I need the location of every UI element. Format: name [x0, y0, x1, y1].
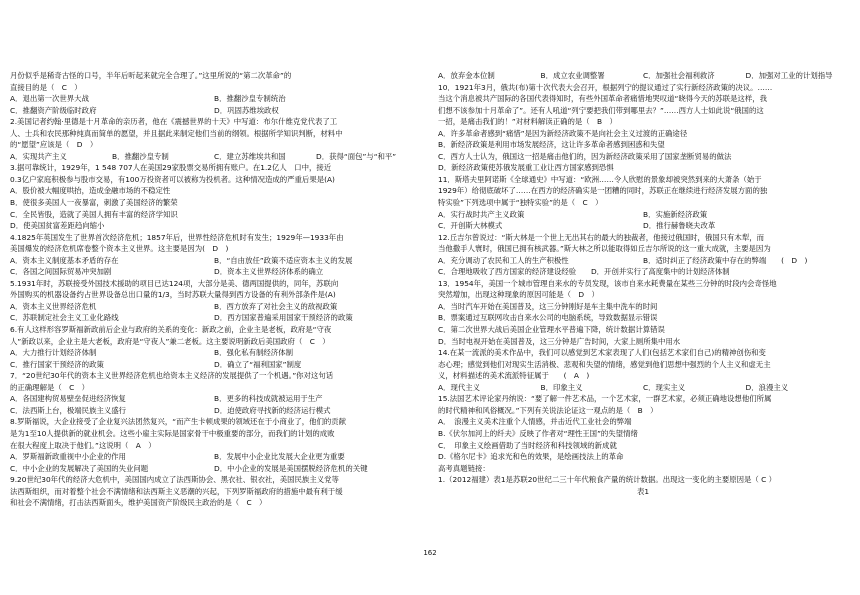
option-text: A．退出第一次世界大战: [10, 94, 89, 104]
option-row: [10, 347, 418, 359]
text-line: 法西斯组织，而对着整个社会不满情绪和法西斯主义恶潮的兴起，下列罗斯福政府的措施中最有利于缓: [10, 486, 343, 496]
option-text: D．中小企业的发展是美国摆脱经济危机的关键: [214, 463, 368, 473]
text-line: D．新经济政策使苏俄发展重工业让西方国家感到恐惧: [438, 163, 614, 173]
option-text: C．法西斯上台，极端民族主义盛行: [10, 405, 127, 415]
option-row: [10, 105, 418, 117]
text-line: 的“愿望”应该是（ D ）: [10, 140, 98, 150]
text-line: A．股价被大幅度哄抬，造成金融市场的不稳定性: [10, 186, 171, 196]
text-line: 美国爆发的经济危机席卷整个资本主义世界。这主要是因为( D ): [10, 244, 229, 254]
option-text: B．更多的科技成就被运用于生产: [214, 394, 323, 404]
option-text: B．推翻沙皇专制统治: [214, 94, 286, 104]
option-text: A．资本主义世界经济危机: [10, 301, 97, 311]
text-line: 5.1931年时，苏联接受外国技术援助的项目已达124项，大部分是美、德两国提供的，同年，苏联向: [10, 278, 339, 288]
text-line: B．使很多美国人一夜暴富，刺激了美国经济的繁荣: [10, 198, 178, 208]
text-line: 15.法国艺术评论家丹纳说：“要了解一件艺术品，一个艺术家，一群艺术家，必须正确地设想他们所属: [438, 394, 772, 404]
text-line: 4.1825年英国发生了世界首次经济危机；1857年后，世界性经济危机时有发生；1929年—1933年由: [10, 232, 344, 242]
option-text: D．推行赫鲁晓夫改革: [643, 221, 716, 231]
option-text: A．放弃金本位制: [438, 71, 495, 80]
option-text: B．印象主义: [540, 382, 583, 392]
option-text: A．现代主义: [438, 382, 481, 392]
text-line: A． 浪漫主义美术注重个人情感，并击近代工业社会的弊端: [438, 417, 632, 427]
option-text: C．建立苏维埃共和国: [214, 151, 286, 161]
option-text: A．各国建构贸易壁垒促进经济恢复: [10, 394, 126, 404]
text-line: C．第二次世界大战后美国企业管理水平普遍下降，统计数据计算错误: [438, 325, 665, 335]
text-line: 高考真题链接：: [438, 463, 490, 473]
option-row: [10, 255, 418, 267]
option-text: C．各国之间国际贸易冲突加剧: [10, 267, 112, 277]
text-line: 人”新政以来，企业主是大老板，政府是“守夜人”兼二老板。这主要说明新政后美国政府（ C ）: [10, 336, 330, 346]
text-line: D．使美国贫富差距趋向缩小: [10, 221, 105, 231]
option-text: B．成立农业调整署: [540, 71, 605, 80]
text-line: 0.3亿户家庭积极参与股市交易，有100万投资者可以被称为投机者。这种情况造成的严重后果是(A): [10, 174, 335, 184]
text-line: 11．斯塔夫里阿诺斯《全球通史》中写道：“欧洲……令人欣慰的景象却被突然到来的大萧条（始于: [438, 174, 762, 184]
option-row: [10, 393, 418, 405]
text-line: D．当时电视开始在美国普及，这三分钟是广告时间，大家上厕所集中用水: [438, 336, 681, 346]
option-text: D．迫使政府寻找新的经济运行模式: [214, 405, 331, 415]
option-text: B．发展中小企业比发展大企业更为重要: [214, 452, 345, 462]
text-line: 突然增加，出现这种现象的原因可能是（ D ）: [438, 290, 599, 300]
option-row: [10, 359, 418, 371]
page-number: 162: [423, 549, 437, 557]
text-line: B．票案通过互联网攻击自来水公司的电脑系统，导致数据显示错误: [438, 313, 658, 323]
text-line: 在很大程度上取决于他们。”这说明（ A ）: [10, 440, 156, 450]
option-row: [438, 220, 848, 232]
text-line: 人、士兵和农民那种纯真而简单的愿望，并且据此来制定他们当前的纲领。根据所学知识判断，材料中: [10, 128, 343, 138]
option-text: A．资本主义制度基本矛盾的存在: [10, 255, 119, 265]
text-line: C．合理地吸收了西方国家的经济建设经验 D．开创并实行了高度集中的计划经济体制: [438, 267, 730, 277]
text-line: 特实验”下列选项中属于“独特实验”的是（ C ）: [438, 198, 603, 208]
option-text: C．中小企业的发展解决了美国的失业问题: [10, 463, 149, 473]
option-row: [438, 70, 848, 82]
text-line: 6.有人这样形容罗斯福新政前后企业与政府的关系的变化：新政之前，企业主是老板，政府是“守夜: [10, 325, 332, 335]
option-row: [438, 255, 848, 267]
option-row: [438, 382, 848, 394]
option-text: A．充分调动了农民和工人的生产积极性: [438, 255, 569, 265]
text-line: 12.丘吉尔曾说过：“斯大林是一个世上无出其右的最大的独裁者，他接过俄国时，俄国只有木犁，而: [438, 232, 764, 242]
option-row: [10, 266, 418, 278]
text-line: 3.据可靠统计，1929年，1 548 707人在美国29家股票交易所拥有账户。在1.2亿人 口中，接近: [10, 163, 332, 173]
option-text: C．开创斯大林模式: [438, 221, 503, 231]
text-line: 直接目的是（ C ）: [10, 82, 82, 92]
text-line: 14.在某一流派的美术作品中，我们可以感觉到艺术家表现了人们(包括艺术家们自己)的精神创伤和变: [438, 348, 766, 358]
option-text: B．西方放弃了对社会主义的敌视政策: [214, 301, 338, 311]
option-text: C．推翻资产阶级临时政府: [10, 105, 97, 115]
option-text: C．现实主义: [643, 382, 686, 392]
option-text: A．实现共产主义: [10, 151, 67, 161]
option-text: D．获得“面包”与“和平”: [316, 151, 397, 161]
option-text: A．罗斯福新政重视中小企业的作用: [10, 452, 126, 462]
option-text: D．资本主义世界经济体系的确立: [214, 267, 324, 277]
text-line: 表1: [636, 486, 650, 496]
option-text: B．推翻沙皇专制: [112, 151, 169, 161]
text-line: 们想不该参加十月革命了”。还有人吼道“列宁要把我们带到哪里去？”……西方人士如此说“俄国的这: [438, 105, 764, 115]
text-line: 8.罗斯福说，大企业接受了企业复兴法团然复兴，“而产生卡顿成果的领域还在于小商业了，他们的贡献: [10, 417, 347, 427]
text-line: 的正确理解是（ C ）: [10, 382, 90, 392]
option-text: C．推行国家干预经济的政策: [10, 359, 104, 369]
text-line: 10．1921年3月，俄共(布)第十次代表大会召开，根据列宁的提议通过了实行新经济政策的决议。……: [438, 82, 773, 92]
option-text: D．浪漫主义: [745, 382, 789, 392]
option-row: [10, 451, 418, 463]
option-row: [10, 93, 418, 105]
text-line: A．许多革命者感到“痛惜”是因为新经济政策不是向社会主义过渡的正确途径: [438, 128, 688, 138]
text-line: 7．“20世纪30年代的资本主义世界经济危机也给资本主义经济的发展提供了一个机遇。”你对这句话: [10, 371, 334, 381]
text-line: D.《格尔尼卡》追求光和色的效果，是绘画技法上的革命: [438, 452, 624, 462]
option-text: A．大力推行计划经济体制: [10, 348, 97, 358]
text-line: 和社会不满情绪，打击法西斯面头，维护美国资产阶级民主政治的是（ C ）: [10, 498, 267, 508]
option-text: B．强化私有制经济体制: [214, 348, 293, 358]
option-text: D．西方国家普遍采用国家干预经济的政策: [214, 313, 353, 323]
text-line: 2.美国记者约翰·里德是十月革命的亲历者，他在《震撼世界的十天》中写道：布尔什维克党代表了工: [10, 117, 338, 127]
option-text: D．加强对工业的计划指导: [745, 71, 833, 80]
text-line: 义，材料描述的美术流派特征属于 ( A ): [438, 371, 590, 381]
option-row: [10, 301, 418, 313]
option-text: B．“自由放任”政策不适应资本主义的发展: [214, 255, 353, 265]
text-line: B．新经济政策是利用市场发展经济，这让许多革命者感到困惑和失望: [438, 140, 665, 150]
text-line: 一招，是痛击我们的！”对材料解读正确的是（ B ）: [438, 117, 617, 127]
option-row: [10, 405, 418, 417]
option-text: A．实行战时共产主义政策: [438, 209, 525, 219]
text-line: 态心理；感觉到他们对现实生活消极、悲观和失望的情绪，感觉到他们思想中强烈的个人主义和虚无主: [438, 359, 771, 369]
left-column: [10, 70, 418, 509]
option-text: C．苏联制定社会主义工业化路线: [10, 313, 119, 323]
option-text: D．巩固苏维埃政权: [214, 105, 279, 115]
option-text: D．确立了“福利国家”制度: [214, 359, 302, 369]
text-line: B.《伏尔加河上的纤夫》反映了作者对“理性王国”的失望情绪: [438, 428, 638, 438]
text-line: A．当时汽车开始在美国普及，这三分钟刚好是车主集中洗车的时间: [438, 301, 658, 311]
option-text: C．加强社会福利救济: [643, 71, 715, 80]
text-line: 外国购买的机器设备约占世界设备总出口量的1/3，当时苏联大量得到西方设备的有利外部条件是(A): [10, 290, 336, 300]
text-line: 13．1954年，美国一个城市管理自来水的专员发现，该市自来水耗费量在某些三分钟的时段内会奇怪地: [438, 278, 777, 288]
text-line: 1.（2012福建）表1是苏联20世纪二三十年代粮食产量的统计数据。出现这一变化的主要原因是（ C ）: [438, 475, 777, 485]
text-line: 是为1至10人提供新的就业机会。这些小雇主实际是国家骨干中极重要的部分，而我们的计划的成败: [10, 428, 335, 438]
right-column: [438, 70, 848, 497]
text-line: C． 印象主义绘画借助了当时经济和科技领域的新成就: [438, 440, 617, 450]
option-text: B．实施新经济政策: [643, 209, 708, 219]
text-line: 月份似乎是稀奇古怪的口号，半年后听起来就完全合理了。”这里所说的“第二次革命”的: [10, 71, 292, 80]
text-line: 当他撒手人寰时，俄国已拥有核武器。”斯大林之所以能取得如丘吉尔所说的这一重大成就，主要是因为: [438, 244, 771, 254]
option-row: [10, 151, 418, 163]
option-row: [10, 312, 418, 324]
text-line: 9.20世纪30年代的经济大危机中，美国国内成立了法西斯协会、黑衣社、银衣社，美国民族主义党等: [10, 475, 339, 485]
text-line: C．西方人士认为，俄国这一招是痛击他们的，因为新经济政策采用了国家垄断贸易的做法: [438, 151, 732, 161]
option-text: B．适时纠正了经济政策中存在的弊端 ( D ): [643, 255, 808, 265]
text-line: 当这个消息被共产国际的各国代表得知时，有些外国革命者痛惜地哭叹道“晓得今天的苏联是这样，我: [438, 94, 768, 104]
text-line: C．全民皆股，造就了美国人拥有丰富的经济学知识: [10, 209, 178, 219]
option-row: [10, 463, 418, 475]
text-line: 1929年）给彻底破坏了……在西方的经济确实是一团糟的同时，苏联正在继续进行经济发展方面的独: [438, 186, 768, 196]
option-row: [438, 209, 848, 221]
text-line: 的时代精神和风俗概况。”下列有关说法论证这一观点的是（ B ）: [438, 405, 658, 415]
